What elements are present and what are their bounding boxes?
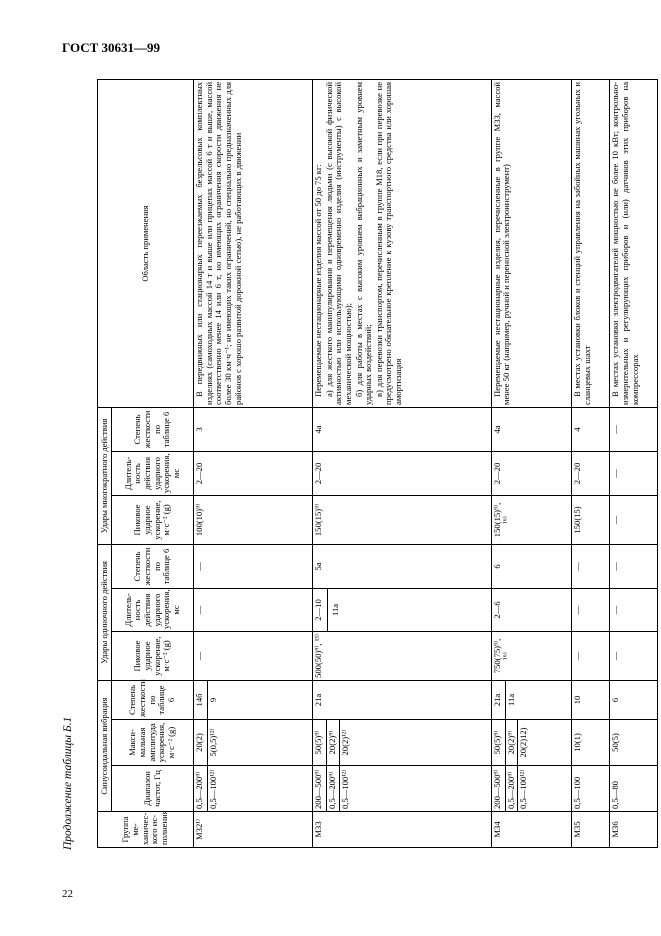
cell: —: [572, 631, 610, 680]
header-degree: Степень жесткости по таблице 6: [112, 407, 194, 451]
area-description: Перемещаемые нестационарные изделия массой от 50 до 75 кг: а) для жесткого манипулирования и перемещения людьми (с высокой физической активностью или использующими одновременно изделия (инструменты) с высокой механической мощностью); б) для работы в местах с высоким уровнем вибрационных и заметным уровнем ударных воздействий; в) для перевозки транспортом, перечисленным в группе М18, если при перевозке не предусмотрено обязательное крепление к кузову транспортного средства или хорошая амортизация: [313, 79, 492, 407]
area-description: В местах установки блоков и стенций управления на забойных машинах угольных и сланцевых шахт: [572, 79, 610, 407]
vibration-table: [97, 79, 658, 848]
cell: 9: [208, 680, 313, 719]
cell: 0,5—200⁹⁾: [505, 766, 518, 812]
cell-duration: 2—10: [313, 599, 323, 621]
cell: 750(75)⁹⁾, ¹⁶⁾: [491, 631, 572, 680]
table-row: [491, 79, 505, 847]
cell: 0,5—100¹²⁾: [339, 766, 491, 812]
header-degree: Степень жесткости по таблице 6: [112, 680, 194, 719]
header-amp: Макси-мальная амплитуда ускорения, м·с⁻² (g): [112, 720, 194, 766]
cell: —: [610, 451, 658, 495]
cell: —: [610, 631, 658, 680]
cell: 4: [572, 407, 610, 451]
cell: —: [610, 544, 658, 588]
cell: 4а: [313, 407, 492, 451]
header-duration: Длитель-ность действия ударного ускорения, мс: [112, 451, 194, 495]
cell: 150(15): [572, 495, 610, 544]
header-peak: Пиковое ударное ускорение, м·с⁻² (g): [112, 495, 194, 544]
header-freq: Диапазон частот, Гц: [112, 766, 194, 812]
cell: 200—500⁹⁾: [313, 766, 327, 812]
cell: 150(15)⁹⁾: [313, 495, 492, 544]
group-m36: М36: [610, 812, 658, 848]
area-description: Перемещаемые нестационарные изделия, перечисленные в группе М33, массой менее 50 кг (например, ручной и переносной электроинструмент): [491, 79, 572, 407]
cell: 11а: [505, 680, 572, 719]
area-description: В местах установки электродвигателей мощностью не более 10 кВт; контрольно-измерительных и регулирующих приборов и (или) датчиков этих приборов на компрессорах: [610, 79, 658, 407]
cell: —: [194, 631, 313, 680]
cell: 6: [610, 680, 658, 719]
cell: 21а: [491, 680, 505, 719]
cell: 20(2)⁹⁾: [505, 720, 518, 766]
cell: —: [610, 407, 658, 451]
group-m35: М35: [572, 812, 610, 848]
rotated-table-wrapper: [97, 80, 642, 848]
cell: 21а: [313, 680, 492, 719]
cell: 150(15)⁹⁾, ¹⁶⁾: [491, 495, 572, 544]
cell-degree: 11а: [327, 589, 341, 631]
cell: —: [572, 588, 610, 631]
header-peak: Пиковое ударное ускорение, м·с⁻² (g): [112, 631, 194, 680]
cell: 6: [491, 544, 572, 588]
cell: 10: [572, 680, 610, 719]
cell: 20(2): [194, 720, 208, 766]
cell: 200—500⁹⁾: [491, 766, 505, 812]
cell: 0,5—200⁹⁾: [194, 766, 208, 812]
cell: 0,5—100: [572, 766, 610, 812]
cell: 2—20: [491, 451, 572, 495]
cell: 2—20: [194, 451, 313, 495]
table-caption: Продолжение таблицы Б.1: [62, 716, 74, 850]
cell: 2—6: [491, 588, 572, 631]
table-row: [610, 79, 658, 847]
cell: 20(2)¹²⁾: [339, 720, 491, 766]
cell: 14б: [194, 680, 208, 719]
header-group: Группа ме-ханичес-кого ис-полнения: [98, 812, 194, 848]
table-row: [572, 79, 610, 847]
cell: 3: [194, 407, 313, 451]
area-description: В передвижных или стационарных переезжаемых безрельсовых комплектных изделиях (самоходных массой 14 т и выше или прицепах массой 6 т и выше, массой соответственно менее 14 или 6 т, но имеющих ограничения скорости движения не более 30 км·ч⁻¹; не имеющих таких ограничений, но специально предназначенных для районов с хорошо развитой дорожной сетью), не работающих в движении: [194, 79, 313, 407]
cell: 5(0,5)¹²⁾: [208, 720, 313, 766]
cell: 500(50)⁹⁾, ¹³⁾: [313, 631, 492, 680]
cell: 100(10)⁹⁾: [194, 495, 313, 544]
cell: 4а: [491, 407, 572, 451]
group-m33: М33: [313, 812, 492, 848]
table-row: [313, 79, 327, 847]
cell: 0,5—100¹²⁾: [208, 766, 313, 812]
cell: 50(5): [610, 720, 658, 766]
cell: 2—20: [572, 451, 610, 495]
header-sinus: Синусоидальная вибрация: [98, 680, 112, 811]
header-area: Область применения: [98, 79, 194, 407]
cell: —: [194, 588, 313, 631]
cell: 20(2)12): [518, 720, 572, 766]
cell: 5а: [313, 544, 492, 588]
table-row: [194, 79, 208, 847]
cell: 0,5—80: [610, 766, 658, 812]
cell: 20(2)⁹⁾: [327, 720, 340, 766]
cell: —: [610, 588, 658, 631]
cell: 0,5—200⁹⁾: [327, 766, 340, 812]
group-m32: М32¹⁾: [194, 812, 313, 848]
page-number: 22: [62, 888, 73, 900]
header-single-shock: Удары одиночного действия: [98, 544, 112, 680]
document-header: ГОСТ 30631—99: [62, 40, 161, 55]
cell: 50(5)⁹⁾: [491, 720, 505, 766]
cell: 50(5)⁹⁾: [313, 720, 327, 766]
group-m34: М34: [491, 812, 572, 848]
header-duration: Длитель-ность действия ударного ускорения, мс: [112, 588, 194, 631]
header-multi-shock: Удары многократного действия: [98, 407, 112, 544]
cell: —: [610, 495, 658, 544]
cell: 2—20: [313, 451, 492, 495]
cell: [313, 588, 492, 631]
cell: —: [572, 544, 610, 588]
cell: 0,5—100¹²⁾: [518, 766, 572, 812]
cell: —: [194, 544, 313, 588]
cell: 10(1): [572, 720, 610, 766]
header-degree: Степень жесткости по таблице 6: [112, 544, 194, 588]
